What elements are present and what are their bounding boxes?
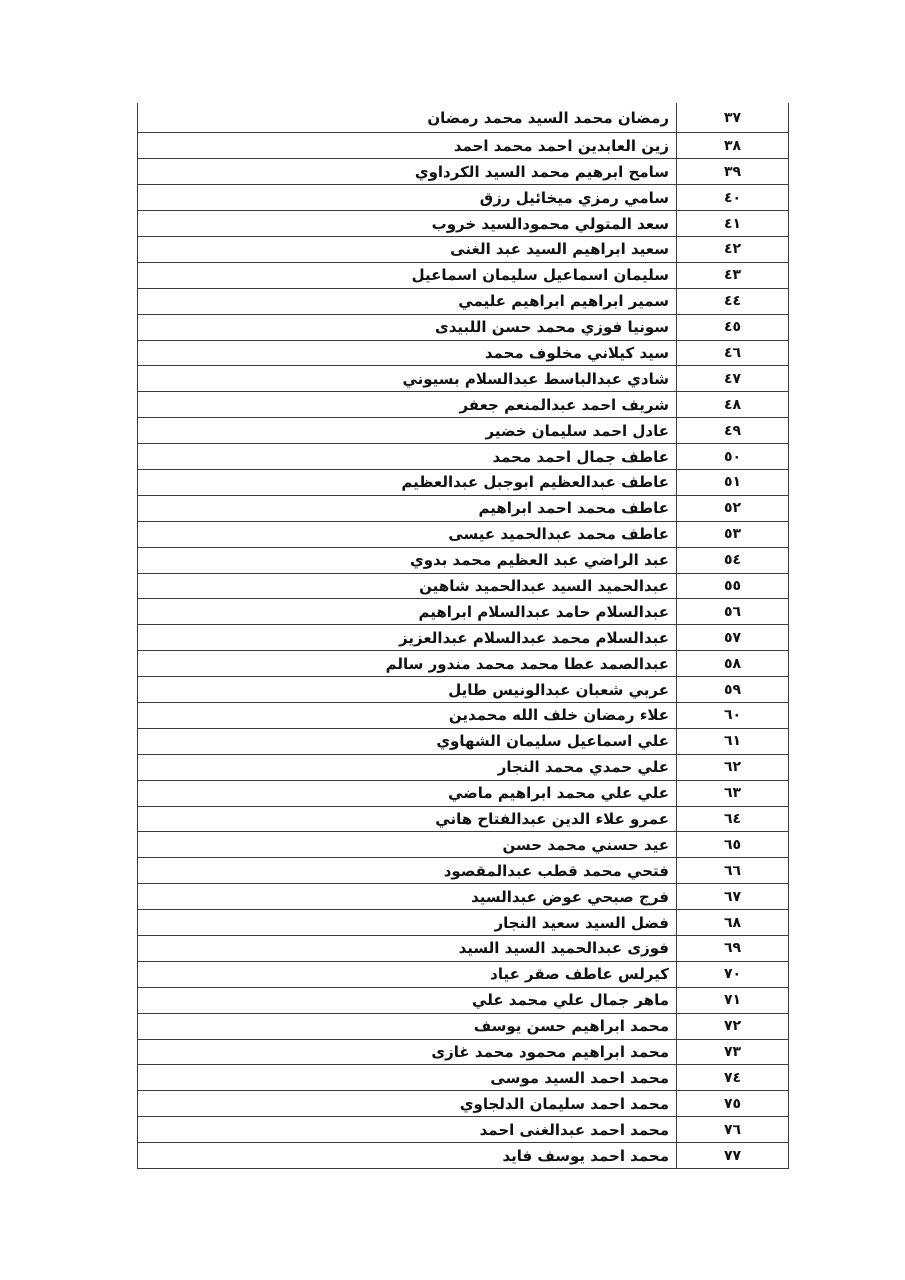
table-row (138, 703, 788, 729)
row-name-cell: سليمان اسماعيل سليمان اسماعيل (411, 266, 669, 285)
row-number-cell: ٦٣ (676, 781, 788, 806)
row-number-cell: ٣٨ (676, 133, 788, 158)
table-row (138, 548, 788, 574)
row-name-cell: عاطف جمال احمد محمد (492, 447, 669, 466)
row-number-cell: ٦٧ (676, 884, 788, 909)
row-name-cell: علي اسماعيل سليمان الشهاوي (436, 732, 669, 751)
row-number-cell: ٤٩ (676, 418, 788, 443)
table-row (138, 1014, 788, 1040)
table-row (138, 962, 788, 988)
row-name-cell: علي علي محمد ابراهيم ماضي (448, 784, 669, 803)
table-row (138, 832, 788, 858)
row-name-cell: كيرلس عاطف صقر عياد (490, 965, 669, 984)
row-number-cell: ٤٥ (676, 315, 788, 340)
row-number-cell: ٥١ (676, 470, 788, 495)
table-row (138, 470, 788, 496)
table-row (138, 289, 788, 315)
row-number-cell: ٦٢ (676, 755, 788, 780)
row-number-cell: ٣٧ (676, 103, 788, 132)
table-row (138, 599, 788, 625)
row-name-cell: شريف احمد عبدالمنعم جعفر (459, 395, 669, 414)
row-name-cell: فتحي محمد قطب عبدالمقصود (443, 861, 669, 880)
table-row (138, 103, 788, 133)
row-number-cell: ٥٧ (676, 625, 788, 650)
row-name-cell: عربي شعبان عبدالونيس طايل (448, 680, 669, 699)
row-name-cell: فرج صبحي عوض عبدالسيد (471, 887, 669, 906)
row-number-cell: ٥٣ (676, 522, 788, 547)
row-name-cell: محمد احمد عبدالغنى احمد (479, 1120, 669, 1139)
row-name-cell: محمد ابراهيم محمود محمد غازى (431, 1043, 669, 1061)
table-row (138, 1065, 788, 1091)
table-row (138, 651, 788, 677)
row-number-cell: ٤٨ (676, 392, 788, 417)
table-row (138, 729, 788, 755)
row-number-cell: ٤٠ (676, 185, 788, 210)
row-name-cell: محمد احمد يوسف فايد (502, 1146, 669, 1165)
row-number-cell: ٦٥ (676, 832, 788, 857)
row-name-cell: علاء رمضان خلف الله محمدين (448, 706, 669, 725)
row-name-cell: محمد ابراهيم حسن يوسف (473, 1017, 669, 1036)
row-name-cell: عبدالحميد السيد عبدالحميد شاهين (419, 576, 669, 595)
row-number-cell: ٥٨ (676, 651, 788, 676)
table-row (138, 263, 788, 289)
table-row (138, 625, 788, 651)
row-name-cell: عبد الراضي عبد العظيم محمد بدوي (409, 551, 669, 570)
row-name-cell: ماهر جمال علي محمد علي (472, 991, 669, 1010)
row-number-cell: ٤٤ (676, 289, 788, 314)
row-number-cell: ٥٦ (676, 599, 788, 624)
table-row (138, 159, 788, 185)
row-number-cell: ٧٧ (676, 1143, 788, 1168)
row-number-cell: ٧١ (676, 988, 788, 1013)
row-number-cell: ٦٤ (676, 807, 788, 832)
table-row (138, 1091, 788, 1117)
table-row (138, 677, 788, 703)
row-number-cell: ٤٦ (676, 341, 788, 366)
row-number-cell: ٦٨ (676, 910, 788, 935)
row-number-cell: ٧٠ (676, 962, 788, 987)
row-number-cell: ٧٢ (676, 1014, 788, 1039)
names-table (137, 103, 789, 1169)
row-name-cell: عبدالسلام محمد عبدالسلام عبدالعزيز (399, 628, 669, 647)
row-number-cell: ٥٠ (676, 444, 788, 469)
row-name-cell: عاطف محمد احمد ابراهيم (478, 499, 669, 518)
table-row (138, 444, 788, 470)
row-number-cell: ٦٩ (676, 936, 788, 961)
row-number-cell: ٤٣ (676, 263, 788, 288)
row-number-cell: ٦٦ (676, 858, 788, 883)
row-name-cell: عبدالصمد عطا محمد محمد مندور سالم (385, 654, 669, 673)
row-name-cell: عاطف عبدالعظيم ابوجبل عبدالعظيم (401, 473, 669, 492)
row-number-cell: ٥٩ (676, 677, 788, 702)
table-row (138, 781, 788, 807)
row-number-cell: ٥٥ (676, 574, 788, 599)
row-name-cell: سمير ابراهيم ابراهيم عليمي (458, 292, 669, 311)
table-row (138, 936, 788, 962)
row-number-cell: ٧٤ (676, 1065, 788, 1090)
table-row (138, 366, 788, 392)
table-row (138, 133, 788, 159)
row-number-cell: ٧٥ (676, 1091, 788, 1116)
row-name-cell: شادي عبدالباسط عبدالسلام بسيوني (402, 369, 669, 388)
row-number-cell: ٧٦ (676, 1117, 788, 1142)
row-name-cell: سونيا فوزي محمد حسن اللبيدى (435, 318, 669, 337)
table-row (138, 858, 788, 884)
table-row (138, 237, 788, 263)
row-name-cell: عاطف محمد عبدالحميد عيسى (448, 525, 669, 544)
row-name-cell: فوزى عبدالحميد السيد السيد (458, 939, 669, 958)
row-name-cell: عادل احمد سليمان خضير (485, 421, 669, 440)
table-row (138, 910, 788, 936)
table-row (138, 1040, 788, 1066)
row-name-cell: سيد كيلاني مخلوف محمد (484, 343, 669, 362)
row-name-cell: عبدالسلام حامد عبدالسلام ابراهيم (418, 602, 669, 621)
table-row (138, 315, 788, 341)
table-row (138, 1143, 788, 1169)
table-row (138, 807, 788, 833)
row-number-cell: ٦١ (676, 729, 788, 754)
table-row (138, 496, 788, 522)
row-name-cell: سامي رمزي ميخائيل رزق (479, 188, 669, 207)
row-name-cell: علي حمدي محمد النجار (497, 758, 669, 777)
table-row (138, 418, 788, 444)
table-row (138, 884, 788, 910)
table-row (138, 185, 788, 211)
table-row (138, 1117, 788, 1143)
table-row (138, 341, 788, 367)
row-name-cell: فضل السيد سعيد النجار (494, 913, 669, 932)
table-row (138, 392, 788, 418)
row-name-cell: عمرو علاء الدين عبدالفتاح هاني (435, 809, 669, 828)
row-number-cell: ٦٠ (676, 703, 788, 728)
row-number-cell: ٥٢ (676, 496, 788, 521)
row-name-cell: سامح ابرهيم محمد السيد الكرداوي (414, 162, 669, 181)
row-name-cell: سعد المتولي محمودالسيد خروب (431, 214, 669, 233)
row-number-cell: ٧٣ (676, 1040, 788, 1065)
row-name-cell: سعيد ابراهيم السيد عبد الغنى (450, 240, 669, 259)
table-row (138, 574, 788, 600)
row-name-cell: محمد احمد السيد موسى (490, 1068, 669, 1087)
row-name-cell: رمضان محمد السيد محمد رمضان (427, 108, 669, 127)
row-name-cell: زين العابدين احمد محمد احمد (453, 136, 669, 155)
table-row (138, 211, 788, 237)
row-name-cell: محمد احمد سليمان الدلجاوي (459, 1094, 669, 1113)
row-name-cell: عيد حسني محمد حسن (502, 835, 669, 854)
table-row (138, 755, 788, 781)
row-number-cell: ٤٧ (676, 366, 788, 391)
row-number-cell: ٤١ (676, 211, 788, 236)
row-number-cell: ٤٢ (676, 237, 788, 262)
table-row (138, 988, 788, 1014)
table-row (138, 522, 788, 548)
row-number-cell: ٥٤ (676, 548, 788, 573)
row-number-cell: ٣٩ (676, 159, 788, 184)
